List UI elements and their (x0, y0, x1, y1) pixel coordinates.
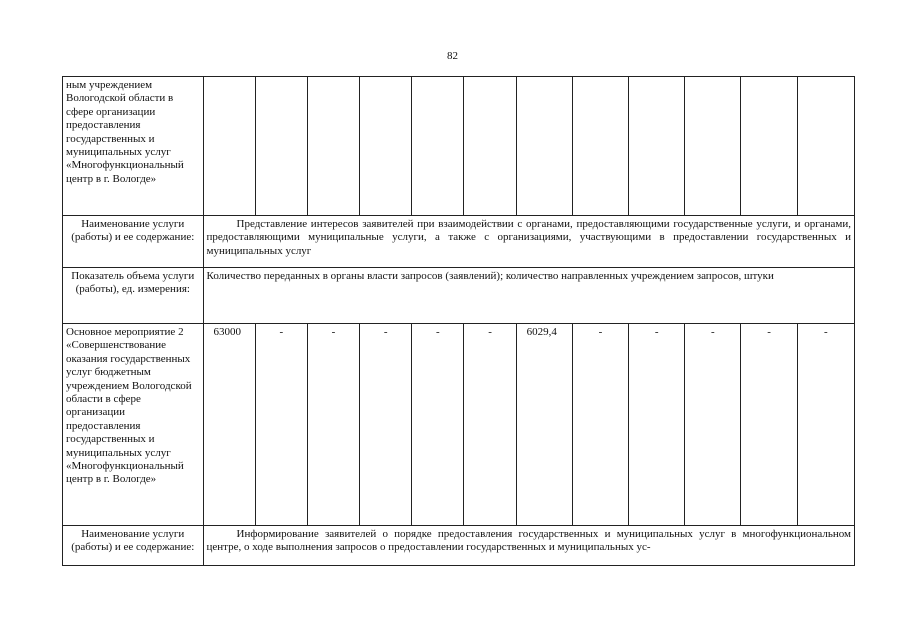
row-label: Наименование услуги (работы) и ее содержание: (63, 216, 204, 268)
value-cell: 6029,4 (516, 324, 572, 526)
value-cell (360, 77, 412, 216)
value-cell (412, 77, 464, 216)
value-cell: - (629, 324, 685, 526)
value-cell (307, 77, 359, 216)
value-cell: - (464, 324, 516, 526)
volume-indicator-text: Количество переданных в органы власти запросов (заявлений); количество направленных учреждением запросов, штуки (203, 268, 854, 324)
page-number: 82 (447, 50, 458, 62)
row-label: ным учреждением Вологодской области в сфере организации предоставления государственных и муниципальных услуг «Многофункциональный центр в г. Вологде» (63, 77, 204, 216)
value-cell (741, 77, 797, 216)
table-row (63, 268, 855, 324)
value-cell: - (572, 324, 628, 526)
value-cell: - (307, 324, 359, 526)
value-cell (572, 77, 628, 216)
value-cell (797, 77, 854, 216)
value-cell (629, 77, 685, 216)
program-table (62, 76, 855, 566)
table-row (63, 216, 855, 268)
value-cell (516, 77, 572, 216)
row-label: Основное мероприятие 2 «Совершенствование оказания государственных услуг бюджетным учреждением Вологодской области в сфере организации предоставления государственных и муниципальных услуг «Многофункциональный центр в г. Вологде» (63, 324, 204, 526)
row-label: Показатель объема услуги (работы), ед. измерения: (63, 268, 204, 324)
value-cell (464, 77, 516, 216)
document-page (62, 76, 855, 566)
service-name-text: Представление интересов заявителей при взаимодействии с органами, предоставляющими государственные услуги, и органами, предоставляющими муниципальные услуги, а также с организациями, участвующими в предоставлении государственных и муниципальных услуг (203, 216, 854, 268)
value-cell (685, 77, 741, 216)
value-cell: - (412, 324, 464, 526)
value-cell: - (255, 324, 307, 526)
table-row (63, 77, 855, 216)
value-cell (203, 77, 255, 216)
row-label: Наименование услуги (работы) и ее содержание: (63, 526, 204, 566)
table-row (63, 526, 855, 566)
value-cell: - (685, 324, 741, 526)
service-name-text: Информирование заявителей о порядке предоставления государственных и муниципальных услуг в многофункциональном центре, о ходе выполнения запросов о предоставлении государственных и муниципальных ус- (203, 526, 854, 566)
value-cell (255, 77, 307, 216)
table-row (63, 324, 855, 526)
value-cell: - (741, 324, 797, 526)
value-cell: 63000 (203, 324, 255, 526)
value-cell: - (360, 324, 412, 526)
value-cell: - (797, 324, 854, 526)
